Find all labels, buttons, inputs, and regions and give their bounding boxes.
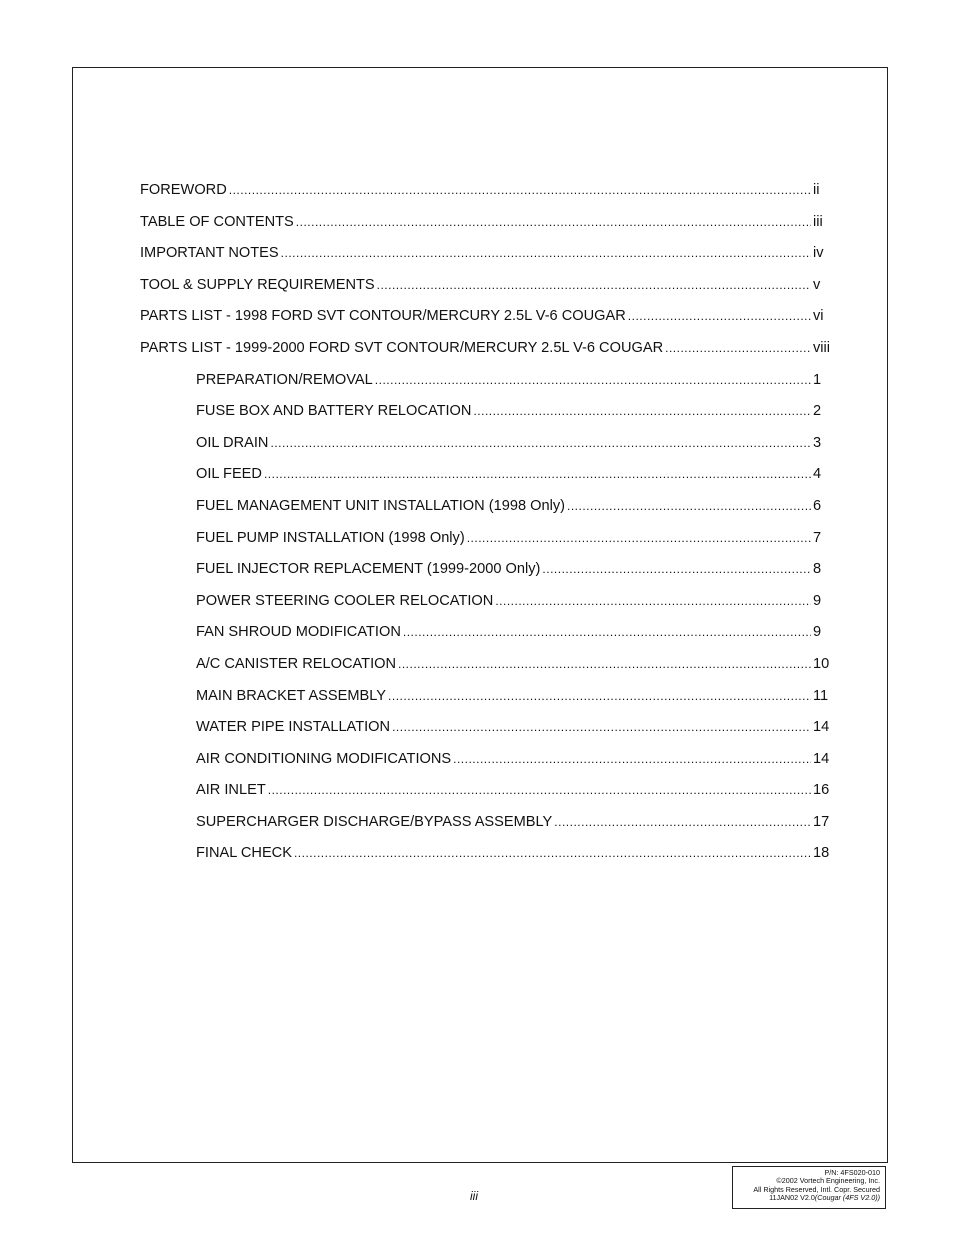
toc-entry-title: PARTS LIST - 1999-2000 FORD SVT CONTOUR/MERCURY 2.5L V-6 COUGAR: [140, 339, 664, 356]
toc-entry-main-bracket[interactable]: [140, 688, 831, 720]
legal-info-box: [732, 1166, 886, 1209]
version-line: [735, 1194, 880, 1202]
toc-entry-title: TABLE OF CONTENTS: [140, 213, 294, 230]
toc-entry-title: A/C CANISTER RELOCATION: [196, 655, 397, 672]
toc-entry-page: v: [813, 276, 821, 293]
toc-entry-page: 1: [813, 371, 822, 388]
toc-leader-dots: [542, 562, 811, 576]
toc-entry-page: 9: [813, 592, 822, 609]
page-number: iii: [470, 1189, 478, 1203]
toc-entry-title: FINAL CHECK: [196, 845, 292, 862]
toc-entry-parts-list-1999-2000[interactable]: [140, 340, 831, 372]
toc-entry-title: FUEL MANAGEMENT UNIT INSTALLATION (1998 Only): [196, 497, 565, 514]
toc-leader-dots: [473, 404, 811, 418]
toc-entry-page: 14: [813, 719, 830, 736]
toc-entry-title: MAIN BRACKET ASSEMBLY: [196, 687, 387, 704]
toc-entry-table-of-contents[interactable]: [140, 214, 831, 246]
toc-entry-page: 17: [813, 813, 830, 830]
toc-entry-fuse-box-battery[interactable]: [140, 403, 831, 435]
toc-entry-page: 6: [813, 497, 822, 514]
version-code: 11JAN02 V2.0: [769, 1193, 815, 1203]
toc-leader-dots: [268, 783, 811, 797]
toc-leader-dots: [567, 499, 811, 513]
toc-entry-oil-drain[interactable]: [140, 435, 831, 467]
toc-entry-title: IMPORTANT NOTES: [140, 245, 279, 262]
toc-entry-parts-list-1998[interactable]: [140, 308, 831, 340]
toc-leader-dots: [229, 183, 811, 197]
toc-leader-dots: [270, 436, 811, 450]
toc-entry-fuel-management[interactable]: [140, 498, 831, 530]
toc-entry-air-inlet[interactable]: [140, 782, 831, 814]
table-of-contents: [140, 182, 831, 877]
toc-entry-page: 8: [813, 561, 822, 578]
toc-entry-ac-canister[interactable]: [140, 656, 831, 688]
toc-entry-page: 3: [813, 434, 822, 451]
toc-entry-title: PREPARATION/REMOVAL: [196, 371, 373, 388]
toc-entry-page: 18: [813, 845, 830, 862]
toc-leader-dots: [398, 657, 811, 671]
toc-entry-title: FUEL INJECTOR REPLACEMENT (1999-2000 Only): [196, 561, 541, 578]
toc-entry-page: 11: [813, 687, 829, 704]
toc-entry-water-pipe[interactable]: [140, 719, 831, 751]
toc-entry-title: WATER PIPE INSTALLATION: [196, 719, 391, 736]
toc-leader-dots: [264, 467, 811, 481]
toc-entry-page: vi: [813, 308, 824, 325]
toc-entry-title: FAN SHROUD MODIFICATION: [196, 624, 401, 641]
toc-entry-title: OIL DRAIN: [196, 434, 269, 451]
toc-entry-page: 16: [813, 782, 830, 799]
toc-entry-title: TOOL & SUPPLY REQUIREMENTS: [140, 276, 375, 293]
toc-entry-page: 7: [813, 529, 822, 546]
version-note: (Cougar (4FS V2.0)): [814, 1193, 880, 1203]
toc-entry-title: AIR INLET: [196, 782, 266, 799]
part-number: P/N: 4FS020-010: [824, 1168, 880, 1177]
toc-entry-important-notes[interactable]: [140, 245, 831, 277]
toc-leader-dots: [403, 625, 811, 639]
toc-entry-tool-supply[interactable]: [140, 277, 831, 309]
toc-leader-dots: [453, 752, 811, 766]
toc-entry-title: FUSE BOX AND BATTERY RELOCATION: [196, 403, 472, 420]
toc-entry-preparation-removal[interactable]: [140, 372, 831, 404]
toc-entry-title: FOREWORD: [140, 182, 227, 198]
toc-entry-air-conditioning[interactable]: [140, 751, 831, 783]
toc-leader-dots: [467, 531, 811, 545]
toc-leader-dots: [392, 720, 811, 734]
toc-entry-page: 14: [813, 750, 830, 767]
toc-entry-page: 9: [813, 624, 822, 641]
toc-entry-title: AIR CONDITIONING MODIFICATIONS: [196, 750, 452, 767]
toc-leader-dots: [495, 594, 811, 608]
toc-entry-fuel-pump[interactable]: [140, 530, 831, 562]
rights-notice: All Rights Reserved, Intl. Copr. Secured: [753, 1184, 880, 1194]
toc-entry-supercharger-discharge[interactable]: [140, 814, 831, 846]
toc-entry-page: viii: [813, 339, 831, 356]
toc-entry-title: OIL FEED: [196, 466, 262, 483]
toc-entry-title: FUEL PUMP INSTALLATION (1998 Only): [196, 529, 465, 546]
toc-entry-fuel-injector[interactable]: [140, 561, 831, 593]
toc-entry-page: iii: [813, 213, 823, 230]
toc-entry-page: 2: [813, 403, 822, 420]
toc-leader-dots: [294, 846, 811, 860]
toc-entry-title: PARTS LIST - 1998 FORD SVT CONTOUR/MERCURY 2.5L V-6 COUGAR: [140, 308, 626, 325]
toc-entry-power-steering[interactable]: [140, 593, 831, 625]
toc-entry-page: 4: [813, 466, 822, 483]
toc-entry-fan-shroud[interactable]: [140, 624, 831, 656]
toc-leader-dots: [375, 373, 811, 387]
toc-entry-foreword[interactable]: [140, 182, 831, 214]
toc-leader-dots: [388, 689, 811, 703]
toc-leader-dots: [665, 341, 811, 355]
copyright-notice: ©2002 Vortech Engineering, Inc.: [776, 1176, 880, 1186]
toc-entry-oil-feed[interactable]: [140, 466, 831, 498]
toc-entry-title: POWER STEERING COOLER RELOCATION: [196, 592, 494, 609]
toc-leader-dots: [554, 815, 811, 829]
toc-entry-page: ii: [813, 182, 820, 198]
toc-leader-dots: [377, 278, 811, 292]
toc-entry-title: SUPERCHARGER DISCHARGE/BYPASS ASSEMBLY: [196, 813, 553, 830]
toc-leader-dots: [628, 309, 811, 323]
toc-entry-page: 10: [813, 655, 830, 672]
toc-entry-page: iv: [813, 245, 824, 262]
toc-leader-dots: [281, 246, 811, 260]
toc-entry-final-check[interactable]: [140, 845, 831, 877]
toc-leader-dots: [296, 215, 811, 229]
